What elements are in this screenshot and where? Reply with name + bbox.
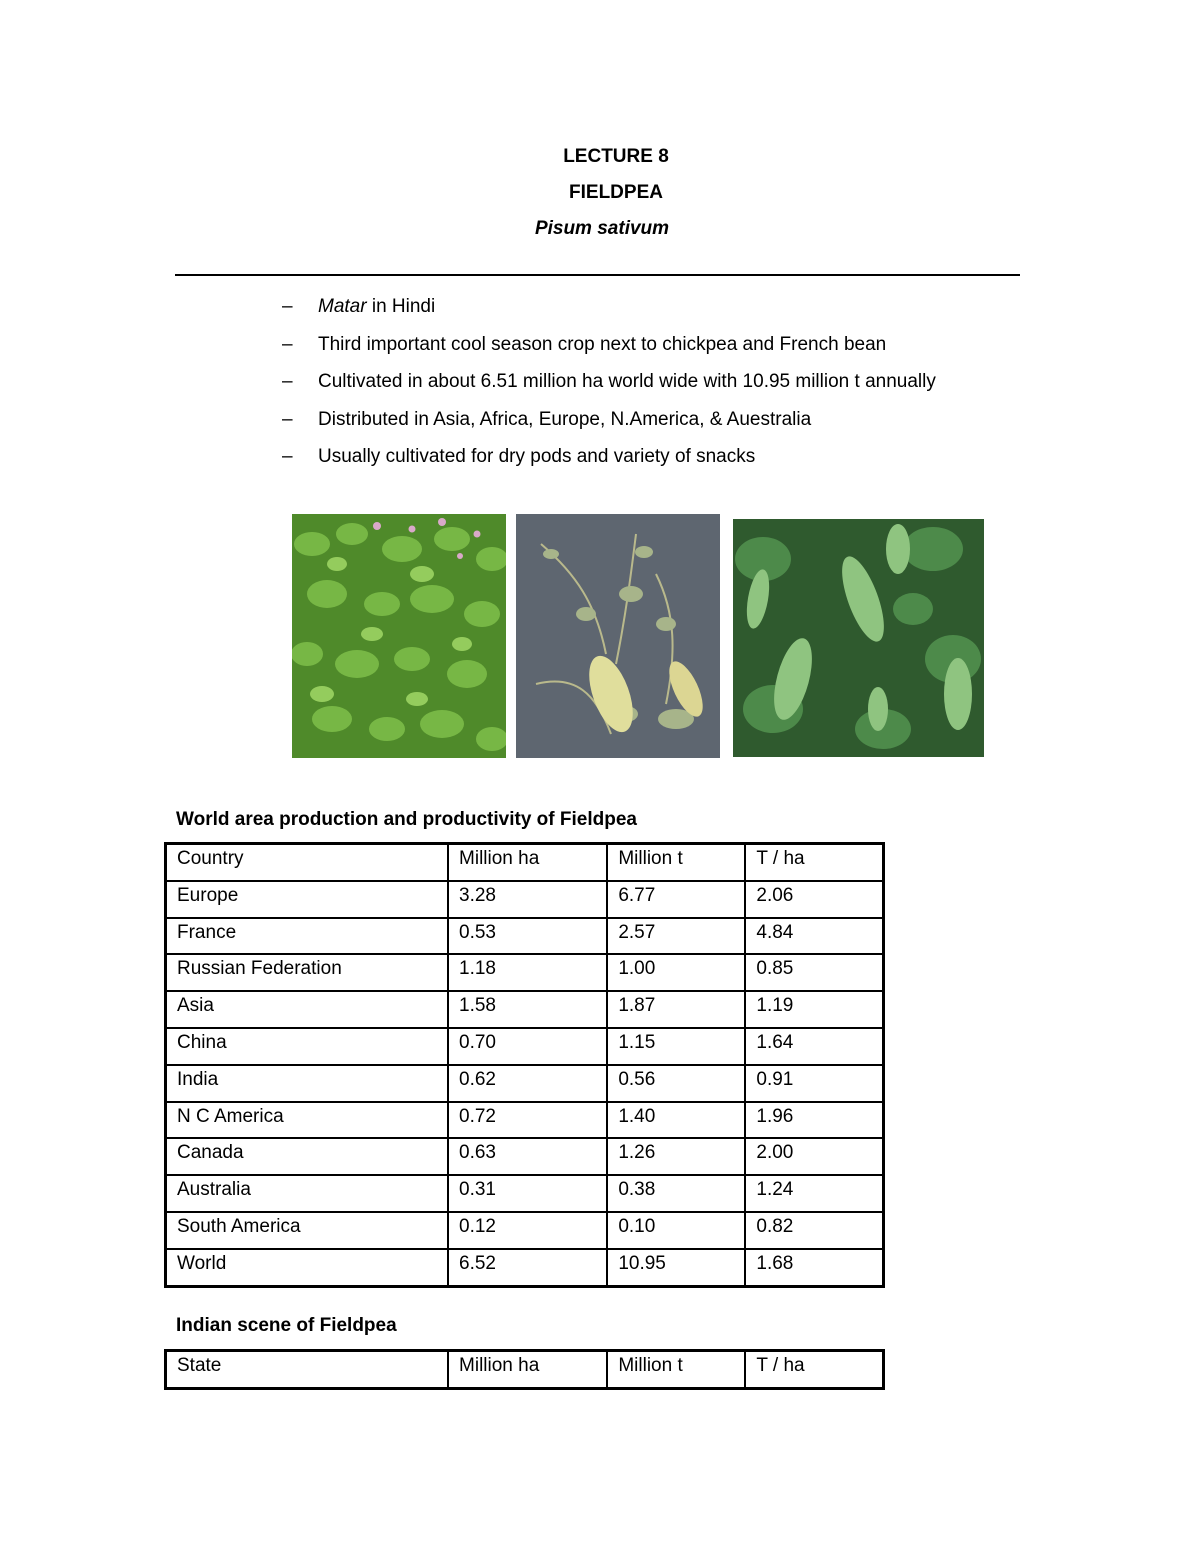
header-cell: Country <box>166 844 449 881</box>
crop-title: FIELDPEA <box>569 182 663 203</box>
table-row <box>166 991 884 1028</box>
table-cell: 1.64 <box>745 1028 883 1065</box>
fact-item <box>282 438 936 476</box>
table-cell: China <box>166 1028 449 1065</box>
table-cell: 0.91 <box>745 1065 883 1102</box>
table-cell: 2.57 <box>607 918 745 955</box>
table-cell: 10.95 <box>607 1249 745 1286</box>
table-cell: South America <box>166 1212 449 1249</box>
table-cell: 0.72 <box>448 1102 607 1139</box>
table-cell: 3.28 <box>448 881 607 918</box>
table-cell: 2.00 <box>745 1138 883 1175</box>
table-cell: World <box>166 1249 449 1286</box>
world-table-caption: World area production and productivity of Fieldpea <box>176 809 637 830</box>
fieldpea-field-photo <box>292 514 506 758</box>
fact-text: Distributed in Asia, Africa, Europe, N.America, & Auestralia <box>318 408 812 430</box>
table-cell: 6.77 <box>607 881 745 918</box>
table-cell: 2.06 <box>745 881 883 918</box>
table-cell: 1.15 <box>607 1028 745 1065</box>
table-cell: Russian Federation <box>166 954 449 991</box>
fact-item <box>282 363 936 401</box>
table-cell: Europe <box>166 881 449 918</box>
table-cell: 0.38 <box>607 1175 745 1212</box>
india-table-caption: Indian scene of Fieldpea <box>176 1315 397 1336</box>
table-cell: 0.82 <box>745 1212 883 1249</box>
table-row <box>166 1102 884 1139</box>
table-cell: France <box>166 918 449 955</box>
fact-list <box>282 288 936 476</box>
fact-text: Usually cultivated for dry pods and variety of snacks <box>318 446 756 467</box>
table-cell: Canada <box>166 1138 449 1175</box>
table-cell: 0.31 <box>448 1175 607 1212</box>
table-cell: 1.26 <box>607 1138 745 1175</box>
table-row <box>166 1065 884 1102</box>
header-cell: T / ha <box>745 1351 883 1389</box>
header-cell: Million t <box>607 844 745 881</box>
table-row <box>166 1212 884 1249</box>
fact-item <box>282 288 936 326</box>
table-header-row <box>166 844 884 881</box>
table-cell: 1.18 <box>448 954 607 991</box>
table-cell: 0.63 <box>448 1138 607 1175</box>
bullet-dash: – <box>282 333 293 355</box>
table-row <box>166 1249 884 1286</box>
fact-italic: Matar <box>318 296 367 317</box>
table-cell: Australia <box>166 1175 449 1212</box>
green-pea-pods-photo <box>733 519 984 757</box>
table-cell: 4.84 <box>745 918 883 955</box>
fact-item <box>282 401 936 439</box>
table-row <box>166 1138 884 1175</box>
table-cell: 1.68 <box>745 1249 883 1286</box>
bullet-dash: – <box>282 371 293 392</box>
table-header-row <box>166 1351 884 1389</box>
table-row <box>166 954 884 991</box>
table-cell: 6.52 <box>448 1249 607 1286</box>
header-cell: T / ha <box>745 844 883 881</box>
table-cell: N C America <box>166 1102 449 1139</box>
bullet-dash: – <box>282 408 293 430</box>
india-production-table <box>164 1349 885 1390</box>
table-cell: 0.70 <box>448 1028 607 1065</box>
fieldpea-dry-pods-photo <box>516 514 720 758</box>
table-cell: 0.12 <box>448 1212 607 1249</box>
world-production-table <box>164 842 885 1288</box>
bullet-dash: – <box>282 296 293 317</box>
fact-item <box>282 326 936 364</box>
fact-text: Cultivated in about 6.51 million ha world wide with 10.95 million t annually <box>318 371 936 392</box>
table-cell: 1.24 <box>745 1175 883 1212</box>
header-cell: Million ha <box>448 844 607 881</box>
table-row <box>166 881 884 918</box>
scientific-name: Pisum sativum <box>534 218 670 239</box>
table-cell: 0.10 <box>607 1212 745 1249</box>
header-cell: Million t <box>607 1351 745 1389</box>
header-cell: Million ha <box>448 1351 607 1389</box>
table-cell: 1.00 <box>607 954 745 991</box>
title-divider <box>175 274 1020 276</box>
fact-text: Third important cool season crop next to chickpea and French bean <box>318 333 887 355</box>
table-cell: 1.40 <box>607 1102 745 1139</box>
header-cell: State <box>166 1351 449 1389</box>
table-row <box>166 1175 884 1212</box>
table-cell: 0.62 <box>448 1065 607 1102</box>
table-row <box>166 1028 884 1065</box>
bullet-dash: – <box>282 446 293 467</box>
table-cell: 0.56 <box>607 1065 745 1102</box>
table-cell: 0.53 <box>448 918 607 955</box>
table-cell: 1.58 <box>448 991 607 1028</box>
table-cell: 1.87 <box>607 991 745 1028</box>
table-cell: 1.96 <box>745 1102 883 1139</box>
table-cell: 1.19 <box>745 991 883 1028</box>
table-cell: India <box>166 1065 449 1102</box>
table-cell: Asia <box>166 991 449 1028</box>
table-row <box>166 918 884 955</box>
fact-text: in Hindi <box>366 296 436 317</box>
table-cell: 0.85 <box>745 954 883 991</box>
lecture-number: LECTURE 8 <box>563 146 669 167</box>
